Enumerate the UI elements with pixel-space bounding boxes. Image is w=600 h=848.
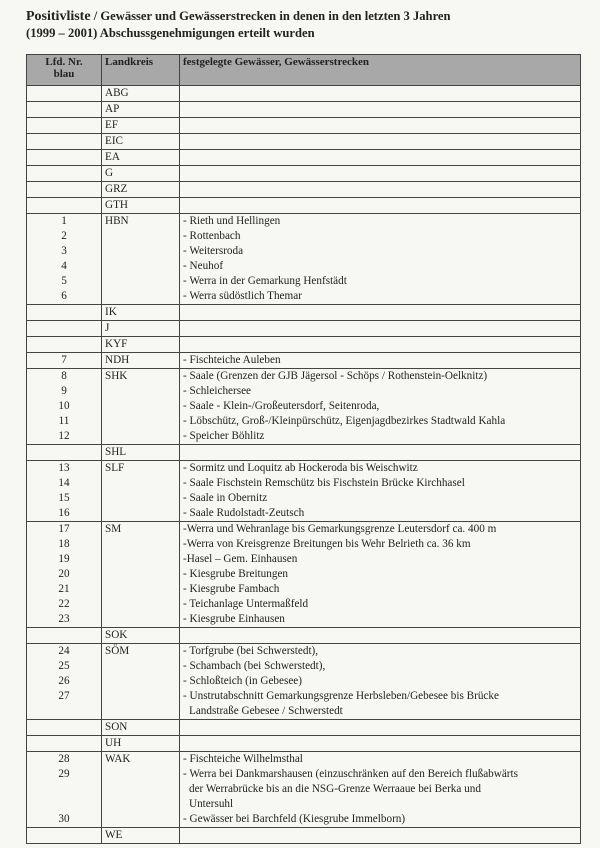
row-number-cell [27, 182, 102, 198]
row-district-cell [102, 305, 180, 321]
row-number-cell [27, 828, 102, 844]
entry-text: - Saale in Obernitz [183, 492, 268, 504]
entry-text: - Neuhof [183, 260, 224, 272]
entry-text: - Werra bei Dankmarshausen (einzuschränken auf den Bereich flußabwärts [183, 768, 518, 780]
row-waters-cell [180, 522, 581, 628]
table-row [27, 461, 581, 522]
district-code: SLF [105, 462, 125, 474]
table-row [27, 445, 581, 461]
row-district-cell [102, 86, 180, 102]
entry-number: 12 [58, 430, 70, 442]
row-number-cell [27, 736, 102, 752]
row-district-cell [102, 628, 180, 644]
district-code: IK [105, 306, 117, 318]
entry-number: 4 [61, 260, 67, 272]
row-waters-cell [180, 198, 581, 214]
table-row [27, 720, 581, 736]
table-header-row [27, 55, 581, 86]
row-waters-cell [180, 828, 581, 844]
row-district-cell [102, 461, 180, 522]
row-district-cell [102, 214, 180, 305]
table-row [27, 86, 581, 102]
row-number-cell [27, 628, 102, 644]
district-code: EF [105, 119, 119, 131]
district-code: EA [105, 151, 120, 163]
row-number-cell [27, 461, 102, 522]
entry-text: -Hasel – Gem. Einhausen [183, 553, 298, 565]
row-district-cell [102, 166, 180, 182]
district-code: AP [105, 103, 120, 115]
entry-text: - Sormitz und Loquitz ab Hockeroda bis Weischwitz [183, 462, 418, 474]
row-number-cell [27, 369, 102, 445]
entry-text: -Werra von Kreisgrenze Breitungen bis Wehr Belrieth ca. 36 km [183, 538, 471, 550]
district-code: WE [105, 829, 123, 841]
row-waters-cell [180, 182, 581, 198]
entry-number: 16 [58, 507, 70, 519]
row-number-cell [27, 337, 102, 353]
row-waters-cell [180, 337, 581, 353]
entry-text: - Kiesgrube Breitungen [183, 568, 289, 580]
entry-text: - Weitersroda [183, 245, 244, 257]
row-district-cell [102, 118, 180, 134]
entry-number: 23 [58, 613, 70, 625]
row-waters-cell [180, 644, 581, 720]
header-landkreis: Landkreis [102, 55, 180, 86]
row-waters-cell [180, 214, 581, 305]
entry-number: 14 [58, 477, 70, 489]
table-row [27, 198, 581, 214]
entry-number: 20 [58, 568, 70, 580]
entry-number: 1 [61, 215, 67, 227]
table-row [27, 214, 581, 305]
table-row [27, 134, 581, 150]
district-code: NDH [105, 354, 130, 366]
row-number-cell [27, 214, 102, 305]
table-body [27, 86, 581, 844]
entry-text: - Schambach (bei Schwerstedt), [183, 660, 326, 672]
entry-number: 24 [58, 645, 70, 657]
row-district-cell [102, 321, 180, 337]
entry-number: 22 [58, 598, 70, 610]
entry-number [27, 782, 101, 797]
row-district-cell [102, 522, 180, 628]
header-nr-line1: Lfd. Nr. [45, 56, 83, 68]
row-district-cell [102, 752, 180, 828]
entry-number: 8 [61, 370, 67, 382]
district-code: SON [105, 721, 128, 733]
table-row [27, 353, 581, 369]
table-row [27, 150, 581, 166]
row-waters-cell [180, 150, 581, 166]
district-code: J [105, 322, 110, 334]
entry-number: 3 [61, 245, 67, 257]
entry-number [27, 704, 101, 719]
row-waters-cell [180, 461, 581, 522]
title-line2: (1999 – 2001) Abschussgenehmigungen erteilt wurden [26, 26, 315, 40]
entry-number: 30 [58, 813, 70, 825]
row-waters-cell [180, 305, 581, 321]
title-keyword: Positivliste [26, 9, 91, 24]
entry-number: 29 [58, 768, 70, 780]
entry-number: 10 [58, 400, 70, 412]
row-number-cell [27, 166, 102, 182]
row-district-cell [102, 337, 180, 353]
entry-text: Landstraße Gebesee / Schwerstedt [189, 705, 343, 717]
entry-text: der Werrabrücke bis an die NSG-Grenze Werraaue bei Berka und [189, 783, 481, 795]
row-number-cell [27, 353, 102, 369]
row-district-cell [102, 369, 180, 445]
waters-table [26, 54, 581, 844]
district-code: KYF [105, 338, 128, 350]
table-row [27, 736, 581, 752]
entry-number: 5 [61, 275, 67, 287]
row-district-cell [102, 102, 180, 118]
entry-text: - Schloßteich (in Gebesee) [183, 675, 302, 687]
entry-number: 6 [61, 290, 67, 302]
entry-number [27, 797, 101, 812]
entry-text: - Fischteiche Wilhelmsthal [183, 753, 303, 765]
row-district-cell [102, 828, 180, 844]
entry-number: 27 [58, 690, 70, 702]
entry-text: - Saale Rudolstadt-Zeutsch [183, 507, 305, 519]
entry-number: 28 [58, 753, 70, 765]
entry-text: - Schleichersee [183, 385, 252, 397]
table-row [27, 644, 581, 720]
row-number-cell [27, 321, 102, 337]
entry-text: - Teichanlage Untermaßfeld [183, 598, 309, 610]
entry-text: - Kiesgrube Fambach [183, 583, 280, 595]
district-code: EIC [105, 135, 124, 147]
table-row [27, 752, 581, 828]
district-code: SOK [105, 629, 128, 641]
district-code: GRZ [105, 183, 128, 195]
row-number-cell [27, 522, 102, 628]
district-code: SHL [105, 446, 127, 458]
row-district-cell [102, 134, 180, 150]
entry-number: 2 [61, 230, 67, 242]
entry-text: - Löbschütz, Groß-/Kleinpürschütz, Eigenjagdbezirkes Stadtwald Kahla [183, 415, 506, 427]
row-number-cell [27, 644, 102, 720]
table-row [27, 118, 581, 134]
table-row [27, 166, 581, 182]
district-code: ABG [105, 87, 129, 99]
row-waters-cell [180, 353, 581, 369]
row-waters-cell [180, 166, 581, 182]
entry-text: - Unstrutabschnitt Gemarkungsgrenze Herbsleben/Gebesee bis Brücke [183, 690, 499, 702]
entry-text: - Saale (Grenzen der GJB Jägersol - Schöps / Rothenstein-Oelknitz) [183, 370, 488, 382]
entry-text: - Rieth und Hellingen [183, 215, 281, 227]
row-district-cell [102, 150, 180, 166]
row-number-cell [27, 720, 102, 736]
district-code: HBN [105, 215, 129, 227]
row-number-cell [27, 102, 102, 118]
district-code: WAK [105, 753, 131, 765]
entry-number: 15 [58, 492, 70, 504]
entry-text: - Rottenbach [183, 230, 241, 242]
row-waters-cell [180, 102, 581, 118]
row-waters-cell [180, 752, 581, 828]
row-number-cell [27, 118, 102, 134]
row-district-cell [102, 198, 180, 214]
table-row [27, 828, 581, 844]
table-row [27, 522, 581, 628]
district-code: SM [105, 523, 122, 535]
district-code: SHK [105, 370, 128, 382]
row-waters-cell [180, 86, 581, 102]
entry-number: 26 [58, 675, 70, 687]
entry-number: 11 [58, 415, 70, 427]
row-district-cell [102, 644, 180, 720]
row-district-cell [102, 736, 180, 752]
entry-number: 19 [58, 553, 70, 565]
title-line1: / Gewässer und Gewässerstrecken in denen in den letzten 3 Jahren [90, 9, 451, 23]
entry-number: 18 [58, 538, 70, 550]
row-waters-cell [180, 369, 581, 445]
row-waters-cell [180, 720, 581, 736]
entry-text: - Torfgrube (bei Schwerstedt), [183, 645, 319, 657]
entry-text: -Werra und Wehranlage bis Gemarkungsgrenze Leutersdorf ca. 400 m [183, 523, 497, 535]
district-code: GTH [105, 199, 128, 211]
row-waters-cell [180, 134, 581, 150]
entry-text: - Werra in der Gemarkung Henfstädt [183, 275, 347, 287]
entry-text: - Gewässer bei Barchfeld (Kiesgrube Immelborn) [183, 813, 406, 825]
row-district-cell [102, 445, 180, 461]
row-number-cell [27, 445, 102, 461]
row-number-cell [27, 150, 102, 166]
table-row [27, 102, 581, 118]
header-nr-line2: blau [53, 68, 75, 80]
entry-text: - Saale Fischstein Remschütz bis Fischstein Brücke Kirchhasel [183, 477, 465, 489]
row-waters-cell [180, 445, 581, 461]
document-title [26, 8, 586, 42]
table-row [27, 182, 581, 198]
row-district-cell [102, 353, 180, 369]
header-nr [27, 55, 102, 86]
table-row [27, 321, 581, 337]
entry-number: 7 [61, 354, 67, 366]
entry-number: 21 [58, 583, 70, 595]
entry-number: 17 [58, 523, 70, 535]
row-district-cell [102, 182, 180, 198]
entry-text: - Fischteiche Auleben [183, 354, 281, 366]
row-number-cell [27, 134, 102, 150]
entry-text: Untersuhl [189, 798, 234, 810]
row-number-cell [27, 198, 102, 214]
table-row [27, 305, 581, 321]
row-number-cell [27, 305, 102, 321]
entry-text: - Speicher Böhlitz [183, 430, 265, 442]
entry-text: - Saale - Klein-/Großeutersdorf, Seitenroda, [183, 400, 380, 412]
district-code: UH [105, 737, 122, 749]
row-waters-cell [180, 321, 581, 337]
table-row [27, 369, 581, 445]
entry-number: 9 [61, 385, 67, 397]
entry-text: - Werra südöstlich Themar [183, 290, 302, 302]
row-waters-cell [180, 736, 581, 752]
entry-number: 25 [58, 660, 70, 672]
row-waters-cell [180, 628, 581, 644]
row-number-cell [27, 752, 102, 828]
row-district-cell [102, 720, 180, 736]
entry-number: 13 [58, 462, 70, 474]
row-waters-cell [180, 118, 581, 134]
table-row [27, 628, 581, 644]
district-code: SÖM [105, 645, 130, 657]
row-number-cell [27, 86, 102, 102]
district-code: G [105, 167, 114, 179]
entry-text: - Kiesgrube Einhausen [183, 613, 285, 625]
table-row [27, 337, 581, 353]
header-waters: festgelegte Gewässer, Gewässerstrecken [180, 55, 581, 86]
